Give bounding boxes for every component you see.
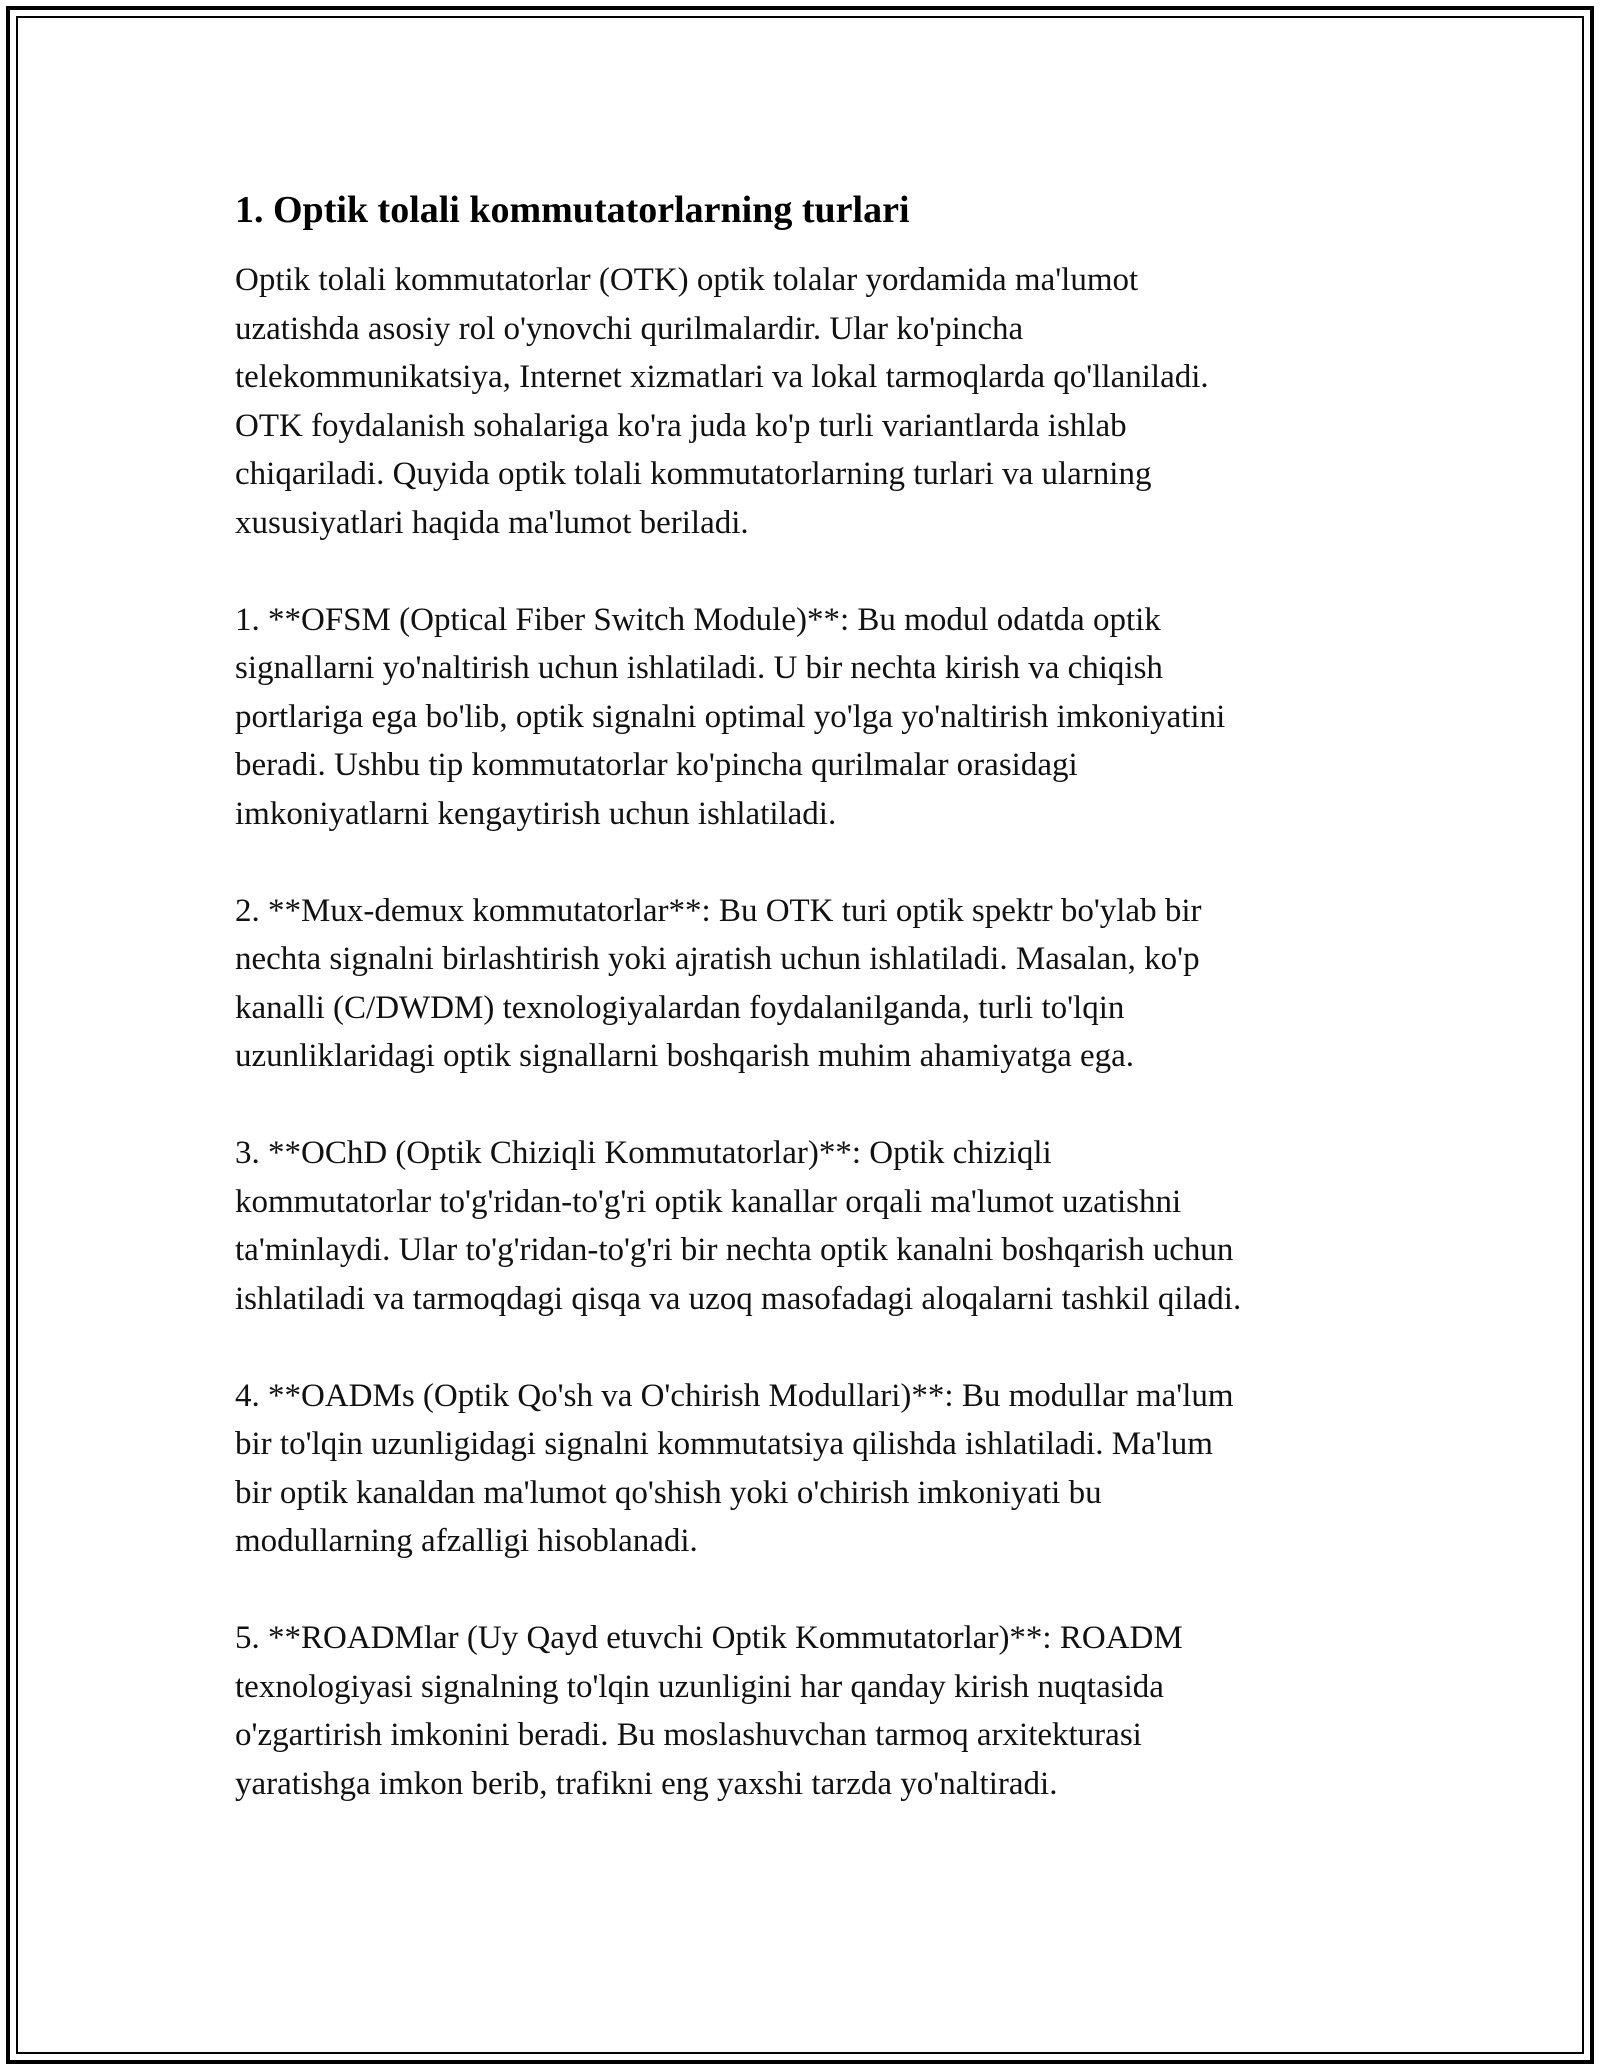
paragraph-line: texnologiyasi signalning to'lqin uzunligini har qanday kirish nuqtasida <box>235 1668 1164 1705</box>
paragraph-line: ta'minlaydi. Ular to'g'ridan-to'g'ri bir nechta optik kanalni boshqarish uchun <box>235 1232 1234 1268</box>
list-item-ochd <box>235 1129 1365 1323</box>
paragraph-line: telekommunikatsiya, Internet xizmatlari va lokal tarmoqlarda qo'llaniladi. <box>235 359 1209 395</box>
list-item-mux-demux <box>235 887 1365 1081</box>
paragraph-line: bir optik kanaldan ma'lumot qo'shish yoki o'chirish imkoniyati bu <box>235 1474 1102 1511</box>
paragraph-line: nechta signalni birlashtirish yoki ajratish uchun ishlatiladi. Masalan, ko'p <box>235 941 1200 977</box>
paragraph-line: signallarni yo'naltirish uchun ishlatiladi. U bir nechta kirish va chiqish <box>235 650 1163 686</box>
paragraph-line: 3. **OChD (Optik Chiziqli Kommutatorlar)**: Optik chiziqli <box>235 1135 1052 1171</box>
paragraph-line: portlariga ega bo'lib, optik signalni optimal yo'lga yo'naltirish imkoniyatini <box>235 698 1226 735</box>
paragraph-line: 4. **OADMs (Optik Qo'sh va O'chirish Modullari)**: Bu modullar ma'lum <box>235 1377 1234 1414</box>
paragraph-line: OTK foydalanish sohalariga ko'ra juda ko'p turli variantlarda ishlab <box>235 407 1127 444</box>
document-body <box>235 186 1365 1808</box>
paragraph-line: kanalli (C/DWDM) texnologiyalardan foydalanilganda, turli to'lqin <box>235 989 1125 1026</box>
paragraph-line: o'zgartirish imkonini beradi. Bu moslashuvchan tarmoq arxitekturasi <box>235 1717 1142 1753</box>
paragraph-line: ishlatiladi va tarmoqdagi qisqa va uzoq masofadagi aloqalarni tashkil qiladi. <box>235 1280 1242 1317</box>
list-item-roadm <box>235 1614 1365 1808</box>
paragraph-line: modullarning afzalligi hisoblanadi. <box>235 1523 698 1559</box>
document-heading: 1. Optik tolali kommutatorlarning turlari <box>235 189 910 231</box>
intro-paragraph <box>235 256 1365 547</box>
paragraph-line: imkoniyatlarni kengaytirish uchun ishlatiladi. <box>235 795 837 832</box>
list-item-oadms <box>235 1372 1365 1566</box>
paragraph-line: uzunliklaridagi optik signallarni boshqarish muhim ahamiyatga ega. <box>235 1038 1135 1074</box>
paragraph-line: xususiyatlari haqida ma'lumot beriladi. <box>235 504 749 541</box>
paragraph-line: Optik tolali kommutatorlar (OTK) optik tolalar yordamida ma'lumot <box>235 262 1139 298</box>
paragraph-line: yaratishga imkon berib, trafikni eng yaxshi tarzda yo'naltiradi. <box>235 1765 1058 1802</box>
paragraph-line: bir to'lqin uzunligidagi signalni kommutatsiya qilishda ishlatiladi. Ma'lum <box>235 1426 1213 1462</box>
paragraph-line: 1. **OFSM (Optical Fiber Switch Module)**: Bu modul odatda optik <box>235 601 1161 638</box>
list-item-ofsm <box>235 596 1365 839</box>
paragraph-line: chiqariladi. Quyida optik tolali kommutatorlarning turlari va ularning <box>235 456 1152 492</box>
paragraph-line: uzatishda asosiy rol o'ynovchi qurilmalardir. Ular ko'pincha <box>235 310 1024 347</box>
paragraph-line: beradi. Ushbu tip kommutatorlar ko'pincha qurilmalar orasidagi <box>235 747 1078 783</box>
paragraph-line: 5. **ROADMlar (Uy Qayd etuvchi Optik Kommutatorlar)**: ROADM <box>235 1620 1183 1656</box>
paragraph-line: 2. **Mux-demux kommutatorlar**: Bu OTK turi optik spektr bo'ylab bir <box>235 892 1202 929</box>
paragraph-line: kommutatorlar to'g'ridan-to'g'ri optik kanallar orqali ma'lumot uzatishni <box>235 1183 1182 1220</box>
